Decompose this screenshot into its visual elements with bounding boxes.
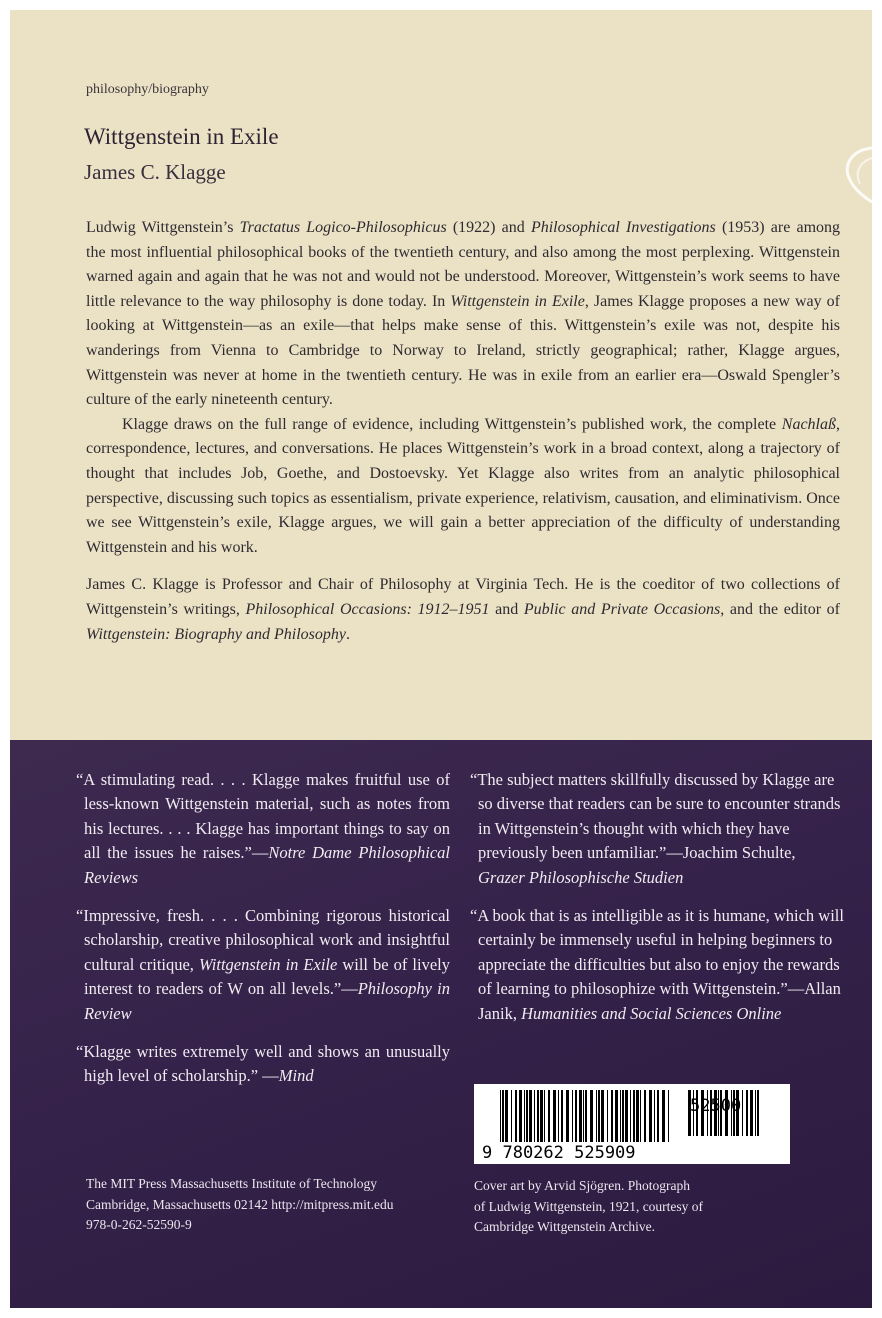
book-author: James C. Klagge [84,160,226,184]
italic-text: Public and Private Occasions [523,600,721,618]
barcode-bar [657,1090,659,1142]
review-quote [470,768,844,890]
italic-text: Mind [278,1066,314,1086]
barcode-bar [566,1090,569,1142]
italic-text: Grazer Philosophische Studien [478,867,684,887]
imprint-line: The MIT Press Massachusetts Institute of Technology [86,1176,378,1191]
barcode-bar [519,1090,522,1142]
barcode-bar [575,1090,577,1142]
barcode-bar [607,1090,608,1142]
quotes-right-column [470,768,844,1040]
book-title: Wittgenstein in Exile [84,124,279,149]
barcode-bar [755,1090,756,1136]
text-run: “The subject matters skillfully discussed by Klagge are so diverse that readers can be sure to encounter strands in Wittgenstein’s thought with which they have previously been unfamiliar.”—Joachim Schulte, [470,770,841,863]
credit-line: Cambridge Wittgenstein Archive. [474,1219,656,1234]
barcode-bar [596,1090,597,1142]
review-quote [76,904,450,1026]
barcode-bar [668,1090,669,1142]
barcode-bar [505,1090,508,1142]
italic-text: Wittgenstein in Exile [198,954,338,974]
italic-text: Philosophy in Review [84,979,450,1023]
isbn-barcode [474,1084,790,1164]
text-run: Klagge draws on the full range of evidence, including Wittgenstein’s published work, the complete [122,415,782,433]
barcode-bar [502,1090,504,1142]
italic-text: Notre Dame Philosophical Reviews [84,843,450,887]
credit-line: Cover art by Arvid Sjögren. Photograph [474,1178,690,1193]
text-run: (1922) and [446,219,531,236]
text-run: James C. Klagge is Professor and Chair of Philosophy at Virginia Tech. He is the coeditor of two collections of Wittgenstein’s writings, [86,576,840,618]
barcode-bar [534,1090,535,1142]
barcode-bar [537,1090,539,1142]
barcode-bar [585,1090,587,1142]
barcode-bar [630,1090,631,1142]
barcode-bar [590,1090,593,1142]
barcode-bar [620,1090,621,1142]
barcode-bar [572,1090,573,1142]
italic-text: Nachlaß [781,415,836,433]
barcode-bar [598,1090,600,1142]
book-back-cover [10,10,872,1308]
italic-text: Humanities and Social Sciences Online [521,1003,782,1023]
barcode-bar [500,1090,501,1142]
barcode-bar [633,1090,635,1142]
review-quote [76,768,450,890]
credit-line: of Ludwig Wittgenstein, 1921, courtesy of [474,1198,704,1214]
text-run: “Impressive, fresh. . . . Combining rigorous historical scholarship, creative philosophical work and insightful cultural critique, [76,906,450,974]
reviews-panel [10,740,872,1308]
barcode-bar [746,1090,748,1136]
barcode-bars-main [500,1090,669,1142]
barcode-bar [750,1090,753,1136]
text-run: will be of lively interest to readers of W on all levels.”— [84,954,450,999]
barcode-bar [579,1090,582,1142]
text-run: , and the editor of [720,600,840,618]
imprint-line: Cambridge, Massachusetts 02142 http://mitpress.mit.edu [86,1196,394,1212]
text-run: Ludwig Wittgenstein’s [86,219,240,236]
cover-credits [474,1176,703,1238]
barcode-bar [548,1090,550,1142]
barcode-bar [757,1090,759,1136]
barcode-bar [644,1090,646,1142]
barcode-bar [601,1090,604,1142]
description-paragraph [86,216,840,413]
barcode-bar [640,1090,641,1142]
text-run: , correspondence, lectures, and conversations. He places Wittgenstein’s work in a broad context, along a trajectory of thought that includes Job, Goethe, and Dostoevsky. Yet Klagge also writes from an analytic philosophical perspective, discussing such topics as essentialism, private experience, relativism, causation, and eliminativism. Once we see Wittgenstein’s exile, Klagge argues, we will gain a better appreciation of the difficulty of understanding Wittgenstein and his work. [86,415,840,556]
barcode-bar [526,1090,528,1142]
barcode-bar [511,1090,512,1142]
review-quote [76,1040,450,1089]
barcode-bar [622,1090,624,1142]
barcode-bar [611,1090,613,1142]
barcode-bar [553,1090,556,1142]
text-run: . [345,625,350,643]
description-panel [10,10,872,740]
italic-text: Wittgenstein in Exile [450,292,585,310]
text-run: (1953) are among the most influential philosophical books of the twentieth century, and also among the most perplexing. Wittgenstein warned again and again that he was not and would not be understood. Moreover, Wittgenstein’s work seems to have little relevance to the way philosophy is done today. In [86,219,841,310]
review-quote [470,904,844,1026]
italic-text: Philosophical Occasions: 1912–1951 [245,600,490,618]
barcode-bar [662,1090,665,1142]
barcode-bar [544,1090,545,1142]
author-bio [86,573,840,647]
text-run: “Klagge writes extremely well and shows an unusually high level of scholarship.” — [76,1042,450,1086]
quotes-left-column [76,768,450,1103]
text-run: “A book that is as intelligible as it is humane, which will certainly be immensely useful in helping beginners to appreciate the difficulties but also to enjoy the rewards of learning to philosophize with Wittgenstein.”—Allan Janik, [470,906,844,1023]
barcode-bar [615,1090,618,1142]
barcode-bar [583,1090,584,1142]
barcode-bar [515,1090,517,1142]
text-run: “A stimulating read. . . . Klagge makes fruitful use of less-known Wittgenstein material, such as notes from his lectures. . . . Klagge has important things to say on all the issues he raises.”— [76,770,450,863]
barcode-bar [561,1090,563,1142]
italic-text: Wittgenstein: Biography and Philosophy [86,625,346,643]
barcode-bar [625,1090,628,1142]
price-code: 52500 [690,1096,742,1116]
barcode-bar [636,1090,639,1142]
category-label: philosophy/biography [86,82,209,97]
italic-text: Tractatus Logico-Philosophicus [239,219,447,236]
isbn-digits: 9 780262 525909 [482,1143,636,1163]
isbn-line: 978-0-262-52590-9 [86,1217,192,1232]
publisher-imprint [86,1174,393,1236]
text-run: , James Klagge proposes a new way of looking at Wittgenstein—as an exile—that helps make sense of this. Wittgenstein’s exile was not, despite his wanderings from Vienna to Cambridge to Norway to Ireland, strictly geographical; rather, Klagge argues, Wittgenstein was never at home in the twentieth century. He was in exile from an earlier era—Oswald Spengler’s culture of the early nineteenth century. [86,292,840,409]
book-description [86,216,840,647]
text-run: and [489,600,524,618]
barcode-bar [529,1090,532,1142]
barcode-bar [524,1090,525,1142]
barcode-bar [742,1090,743,1136]
barcode-bar [654,1090,655,1142]
description-paragraph [86,413,840,561]
barcode-graphic [474,1084,790,1164]
barcode-bar [540,1090,543,1142]
barcode-bar [558,1090,559,1142]
barcode-bar [649,1090,652,1142]
italic-text: Philosophical Investigations [530,219,716,236]
decorative-swirl-icon [832,140,872,210]
